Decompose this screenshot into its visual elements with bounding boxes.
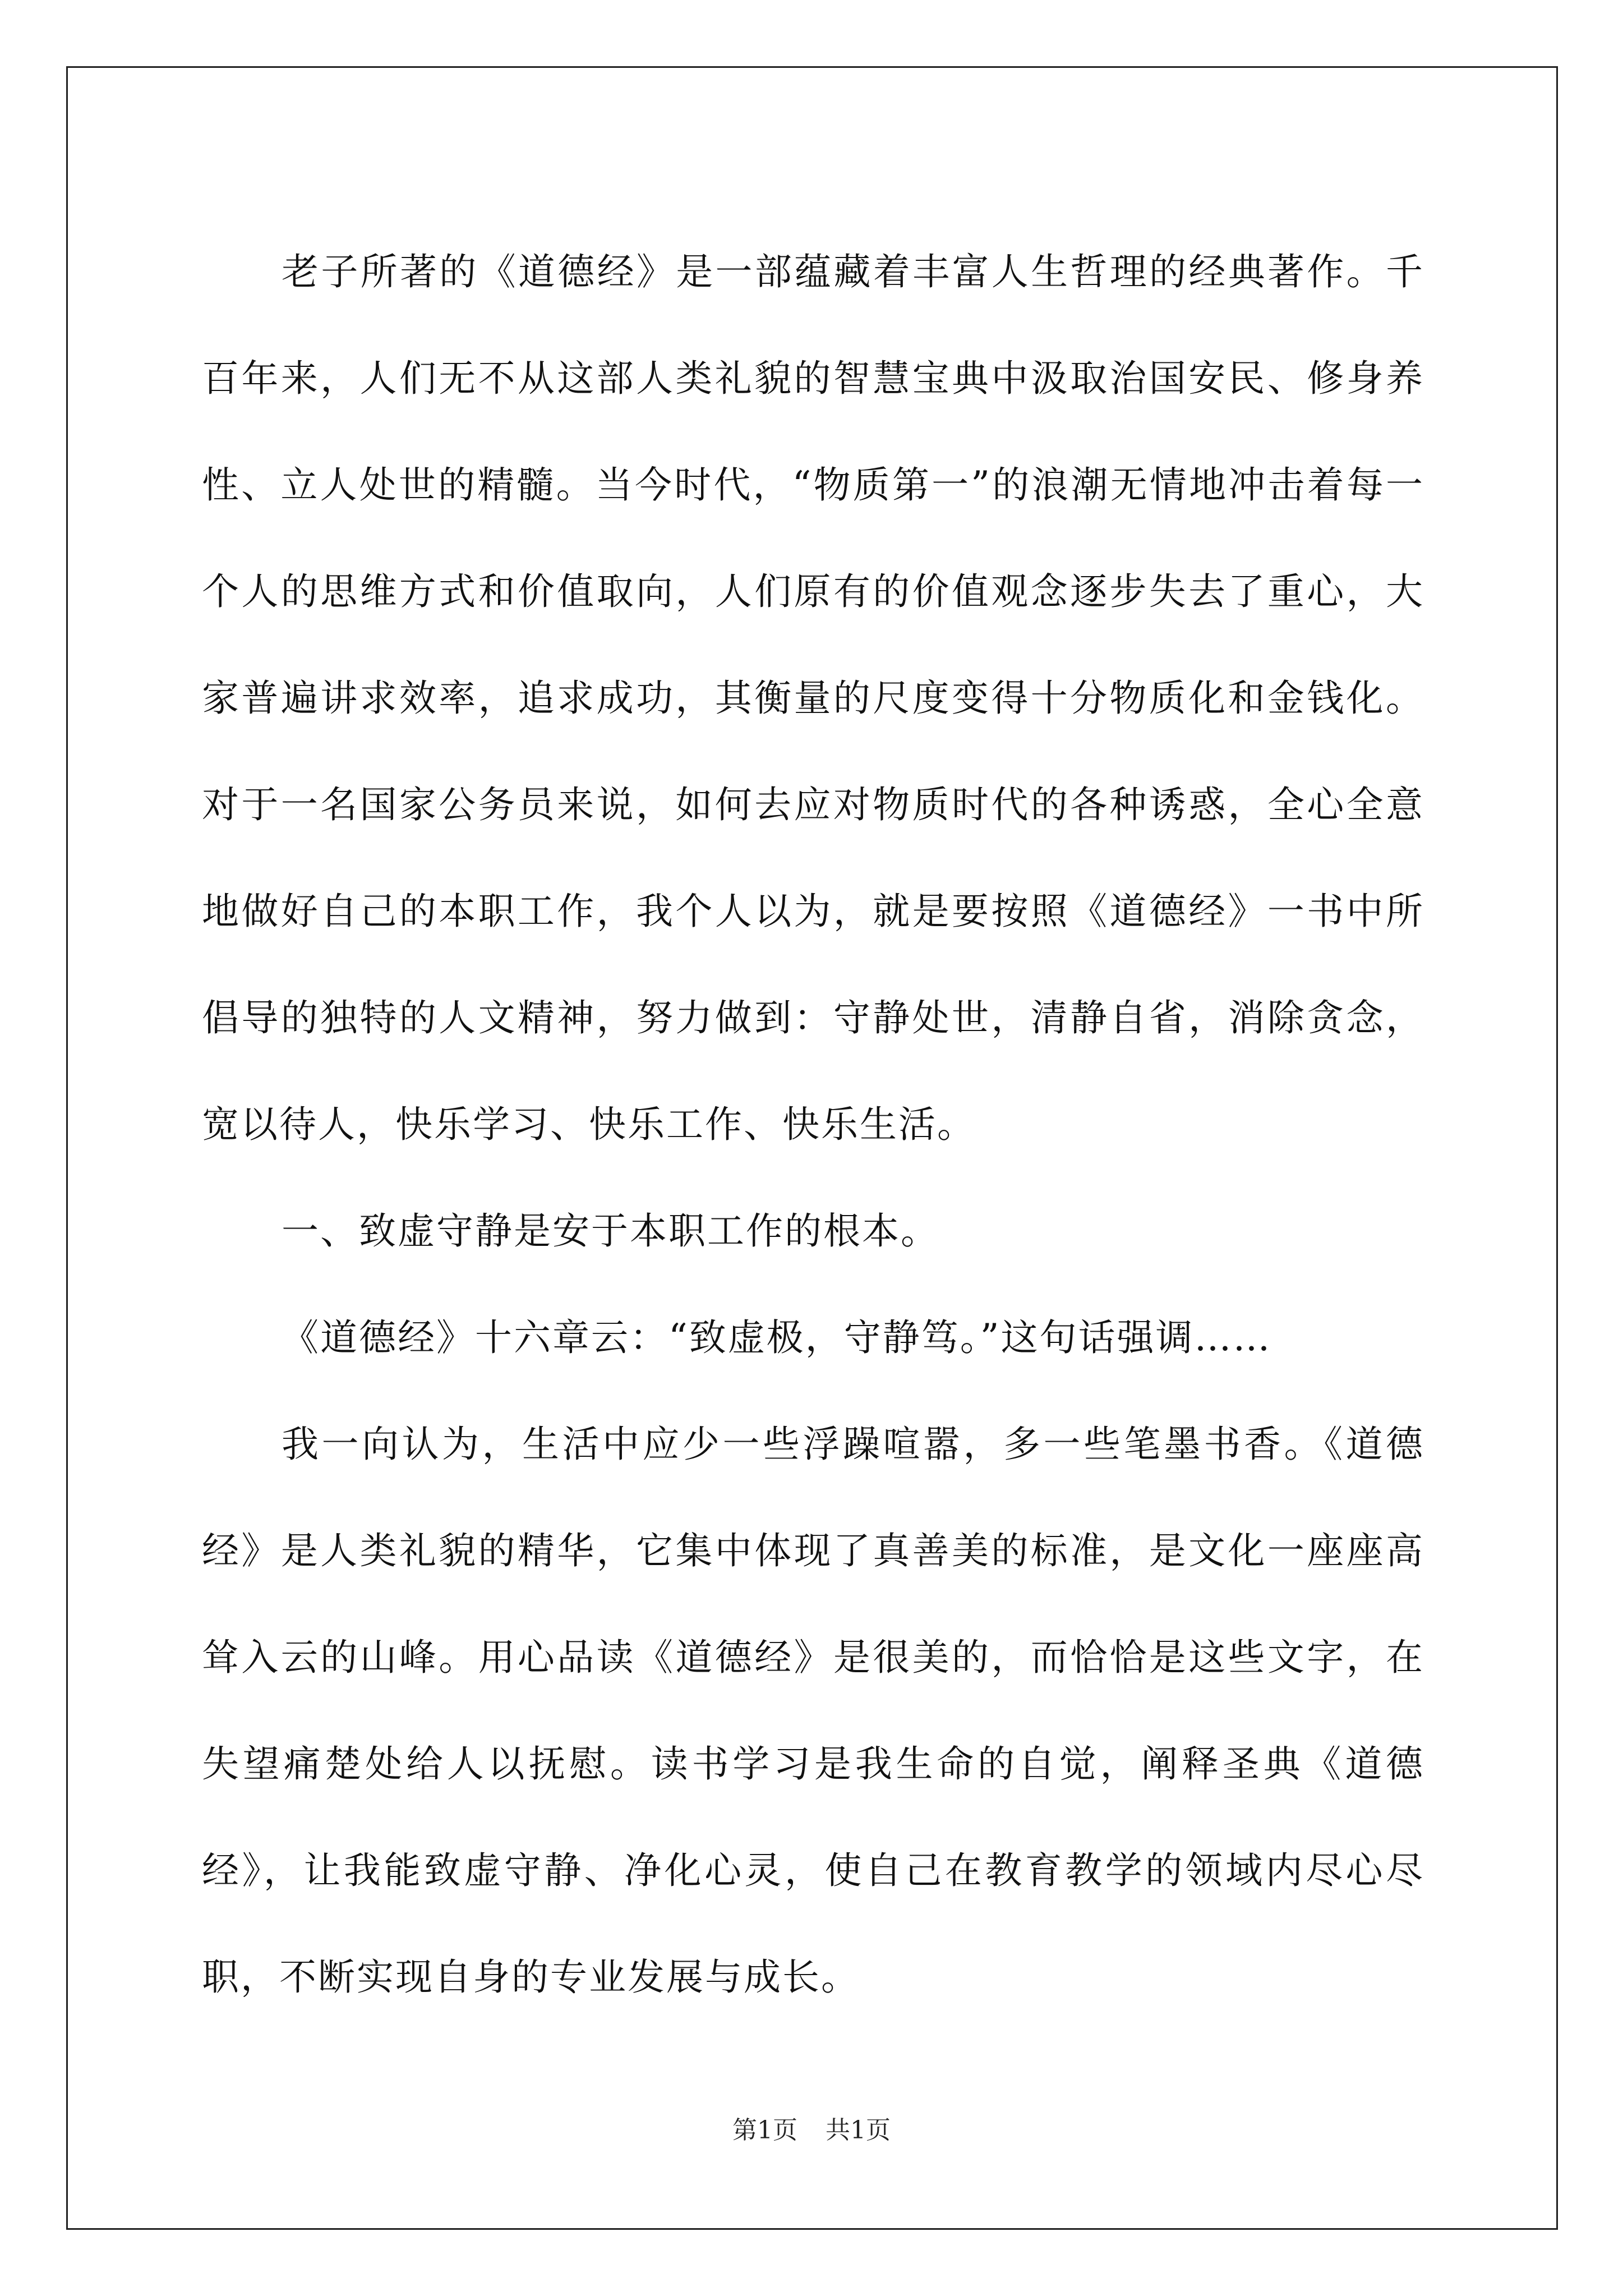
paragraph-quote: 《道德经》十六章云：“致虚极，守静笃。”这句话强调…… [282,1316,1272,1359]
page-total: 共1页 [826,2116,891,2145]
page-footer [0,2114,1623,2147]
paragraph-reflection: 我一向认为，生活中应少一些浮躁喧嚣，多一些笔墨书香。《道德经》是人类礼貌的精华，它集中体现了真善美的标准，是文化一座座高耸入云的山峰。用心品读《道德经》是很美的，而恰恰是这些文字，在失望痛楚处给人以抚慰。读书学习是我生命的自觉，阐释圣典《道德经》，让我能致虚守静、净化心灵，使自己在教育教学的领域内尽心尽职，不断实现自身的专业发展与成长。 [202,1423,1424,1999]
document-body [202,219,1424,2031]
page-number: 第1页 [732,2116,797,2145]
section-heading: 一、致虚守静是安于本职工作的根本。 [282,1209,939,1253]
paragraph-intro: 老子所著的《道德经》是一部蕴藏着丰富人生哲理的经典著作。千百年来，人们无不从这部人类礼貌的智慧宝典中汲取治国安民、修身养性、立人处世的精髓。当今时代，“物质第一”的浪潮无情地冲击着每一个人的思维方式和价值取向，人们原有的价值观念逐步失去了重心，大家普遍讲求效率，追求成功，其衡量的尺度变得十分物质化和金钱化。对于一名国家公务员来说，如何去应对物质时代的各种诱惑，全心全意地做好自己的本职工作，我个人以为，就是要按照《道德经》一书中所倡导的独特的人文精神，努力做到：守静处世，清静自省，消除贪念，宽以待人，快乐学习、快乐工作、快乐生活。 [202,250,1424,1146]
